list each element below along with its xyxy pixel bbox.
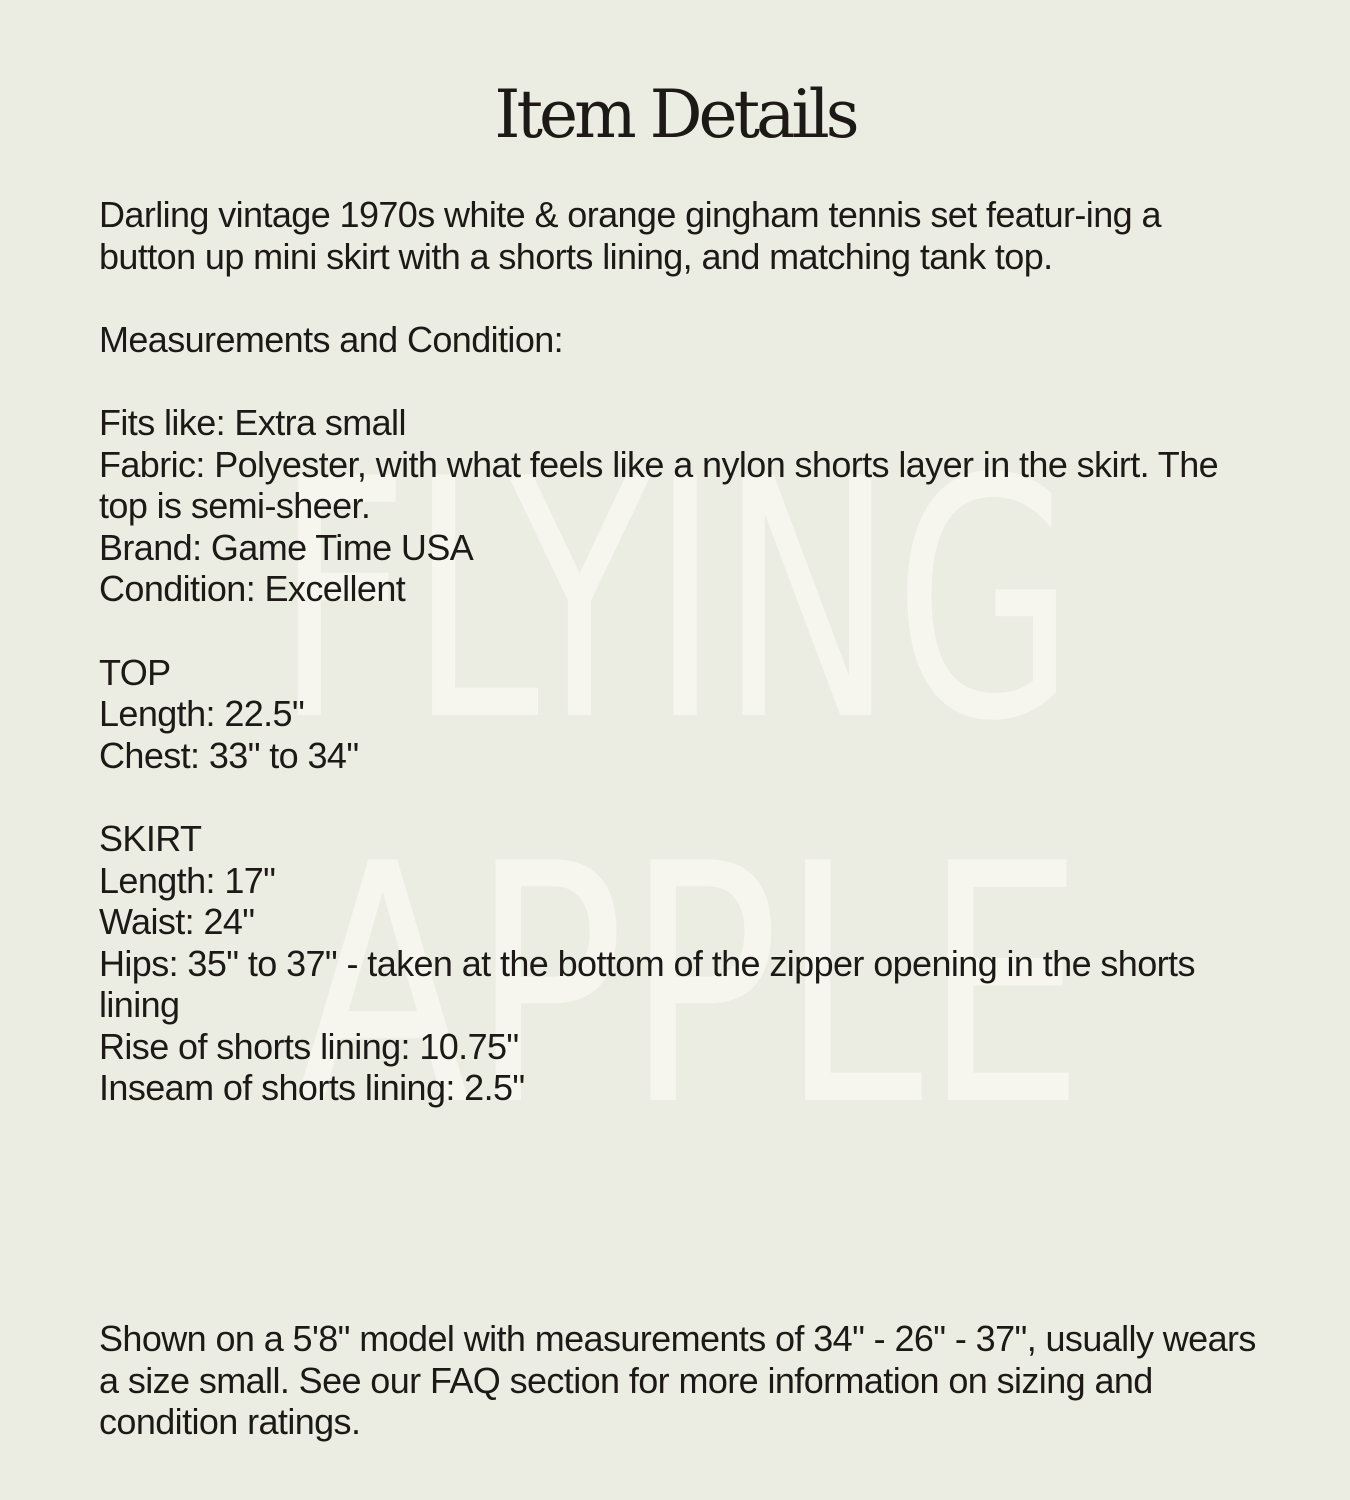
skirt-waist: Waist: 24" — [99, 901, 255, 943]
measurements-heading: Measurements and Condition: — [99, 318, 564, 360]
top-heading: TOP — [99, 651, 171, 693]
item-description: Darling vintage 1970s white & orange gingham tennis set featur-ing a button up mini skirt with a shorts lining, and matching tank top. — [99, 194, 1161, 277]
condition: Condition: Excellent — [99, 568, 406, 610]
fits-like: Fits like: Extra small — [99, 401, 406, 443]
skirt-heading: SKIRT — [99, 817, 202, 859]
skirt-inseam: Inseam of shorts lining: 2.5" — [99, 1067, 525, 1109]
fabric: Fabric: Polyester, with what feels like a nylon shorts layer in the skirt. The top is semi-sheer. — [99, 443, 1219, 527]
skirt-rise: Rise of shorts lining: 10.75" — [99, 1025, 519, 1067]
page-title: Item Details — [494, 76, 856, 153]
sizing-note: Shown on a 5'8" model with measurements of 34" - 26" - 37", usually wears a size small. See our FAQ section for more information on sizing and condition ratings. — [99, 1318, 1256, 1443]
skirt-hips: Hips: 35" to 37" - taken at the bottom of the zipper opening in the shorts lining — [99, 942, 1195, 1026]
brand: Brand: Game Time USA — [99, 526, 474, 568]
top-chest: Chest: 33" to 34" — [99, 734, 359, 776]
watermark-line-2: APPLE — [295, 794, 1085, 1120]
top-length: Length: 22.5" — [99, 693, 305, 735]
item-details-body — [99, 194, 1259, 1109]
watermark-line-1: FLYING — [275, 409, 1075, 793]
skirt-length: Length: 17" — [99, 859, 276, 901]
